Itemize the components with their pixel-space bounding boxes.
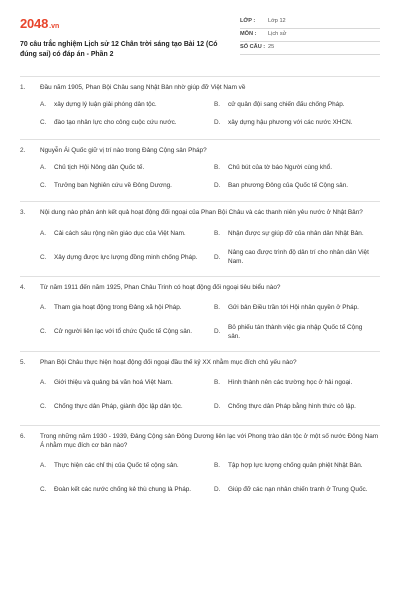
answer-option[interactable]	[40, 480, 206, 500]
option-text: Ban phương Đông của Quốc tế Cộng sản.	[228, 181, 349, 189]
question-block	[20, 351, 380, 426]
question-list	[20, 76, 380, 508]
answer-option[interactable]	[40, 224, 206, 244]
answer-option[interactable]	[40, 373, 206, 393]
option-text: Trưởng ban Nghiên cứu về Đông Dương.	[54, 181, 172, 189]
option-letter: C.	[40, 253, 47, 261]
answer-options	[20, 456, 380, 504]
option-letter: C.	[40, 328, 47, 336]
question-text: Trong những năm 1930 - 1939, Đảng Cộng sản Đông Dương liên lạc với Phong trào dân tộc ở một số nước Đông Nam Á nhằm mục đích cơ bản nào?	[40, 433, 379, 449]
option-letter: D.	[214, 119, 221, 127]
question-block	[20, 201, 380, 276]
page-title: 70 câu trắc nghiệm Lịch sử 12 Chân trời sáng tạo Bài 12 (Có đúng sai) có đáp án - Phần 2	[20, 40, 218, 58]
meta-label: MÔN :	[240, 31, 257, 38]
question-header	[20, 359, 380, 368]
meta-row-subject	[240, 29, 380, 42]
answer-option[interactable]	[214, 397, 380, 417]
answer-option[interactable]	[40, 299, 206, 319]
meta-value: Lịch sử	[268, 31, 287, 38]
meta-value: Lớp 12	[268, 18, 286, 25]
option-letter: B.	[214, 229, 221, 237]
answer-option[interactable]	[214, 248, 380, 268]
answer-option[interactable]	[214, 224, 380, 244]
site-logo[interactable]	[20, 15, 235, 33]
answer-options	[20, 299, 380, 347]
answer-option[interactable]	[214, 480, 380, 500]
answer-option[interactable]	[40, 456, 206, 476]
option-text: Nâng cao được trình độ dân trí cho nhân dân Việt Nam.	[228, 249, 369, 265]
question-text: Đầu năm 1905, Phan Bội Châu sang Nhật Bản nhờ giúp đỡ Việt Nam về	[40, 84, 246, 91]
option-letter: D.	[214, 486, 221, 494]
option-letter: D.	[214, 181, 221, 189]
option-letter: D.	[214, 328, 221, 336]
answer-options	[20, 224, 380, 272]
header-left	[20, 15, 235, 70]
logo-number: 2048	[20, 16, 49, 31]
question-number: 5.	[20, 358, 26, 366]
option-letter: B.	[214, 163, 221, 171]
option-text: Tập hợp lực lượng chống quân phiệt Nhật Bản.	[228, 462, 363, 470]
meta-value: 25	[268, 44, 275, 51]
answer-option[interactable]	[214, 323, 380, 343]
option-text: Chống thực dân Pháp bằng hình thức cô lập.	[228, 402, 356, 410]
answer-option[interactable]	[214, 299, 380, 319]
option-letter: C.	[40, 486, 47, 494]
option-text: Bỏ phiếu tán thành việc gia nhập Quốc tế Cộng sản.	[228, 323, 363, 340]
question-text: Phan Bội Châu thực hiện hoạt động đối ngoại đầu thế kỷ XX nhằm mục đích chủ yếu nào?	[40, 358, 297, 366]
question-block	[20, 139, 380, 202]
answer-option[interactable]	[40, 179, 206, 193]
question-number: 6.	[20, 433, 26, 441]
option-text: Cử người liên lạc với tổ chức Quốc tế Cộng sản.	[54, 328, 193, 336]
option-letter: A.	[40, 163, 47, 171]
meta-table	[240, 16, 380, 70]
answer-option[interactable]	[214, 179, 380, 193]
option-letter: A.	[40, 378, 47, 386]
option-text: Thực hiện các chỉ thị của Quốc tế cộng sản.	[54, 462, 179, 470]
option-text: xây dựng lý luận giải phóng dân tộc.	[54, 101, 157, 109]
option-letter: A.	[40, 101, 47, 109]
option-letter: D.	[214, 253, 221, 261]
option-text: Gửi bản Điều trần tới Hội nhân quyền ở Pháp.	[228, 304, 359, 312]
option-text: Chủ tịch Hội Nông dân Quốc tế.	[54, 163, 145, 171]
question-header	[20, 147, 380, 156]
option-text: Cải cách sâu rộng nền giáo dục của Việt Nam.	[54, 229, 186, 237]
answer-option[interactable]	[40, 248, 206, 268]
answer-option[interactable]	[40, 161, 206, 175]
question-number: 3.	[20, 209, 26, 217]
question-text: Nguyễn Ái Quốc giữ vị trí nào trong Đảng Cộng sản Pháp?	[40, 146, 207, 154]
option-text: Xây dựng được lực lượng đồng minh chống Pháp.	[54, 253, 198, 261]
answer-option[interactable]	[214, 99, 380, 113]
answer-options	[20, 99, 380, 135]
option-text: cử quân đội sang chiến đấu chống Pháp.	[228, 101, 345, 109]
option-letter: B.	[214, 304, 221, 312]
logo-tld: .vn	[49, 23, 60, 30]
answer-option[interactable]	[214, 117, 380, 131]
question-header	[20, 84, 380, 93]
question-header	[20, 433, 380, 450]
question-number: 4.	[20, 283, 26, 291]
option-text: Nhận được sự giúp đỡ của nhân dân Nhật Bản.	[228, 229, 364, 237]
option-text: Chủ bút của tờ báo Người cùng khổ.	[228, 163, 332, 171]
meta-label: LỚP :	[240, 18, 256, 25]
answer-option[interactable]	[40, 117, 206, 131]
question-block	[20, 76, 380, 139]
option-letter: B.	[214, 378, 221, 386]
option-text: đào tạo nhân lực cho công cuộc cứu nước.	[54, 119, 177, 127]
meta-row-count	[240, 42, 380, 55]
option-letter: C.	[40, 181, 47, 189]
question-text: Từ năm 1911 đến năm 1925, Phan Châu Trinh có hoạt động đối ngoại tiêu biểu nào?	[40, 283, 281, 291]
option-text: Đoàn kết các nước chống kẻ thù chung là Pháp.	[54, 486, 192, 494]
question-number: 1.	[20, 84, 26, 91]
page-header	[20, 0, 380, 70]
option-text: Chống thực dân Pháp, giành độc lập dân tộc.	[54, 402, 183, 410]
option-letter: D.	[214, 402, 221, 410]
option-text: Tham gia hoạt động trong Đảng xã hội Pháp.	[54, 304, 182, 312]
answer-option[interactable]	[214, 373, 380, 393]
option-letter: B.	[214, 462, 221, 470]
question-header	[20, 209, 380, 218]
question-block	[20, 276, 380, 351]
answer-option[interactable]	[40, 397, 206, 417]
option-letter: A.	[40, 304, 47, 312]
option-letter: C.	[40, 119, 47, 127]
option-text: xây dựng hậu phương với các nước XHCN.	[228, 119, 353, 127]
option-letter: A.	[40, 229, 47, 237]
option-text: Hình thành nên các trường học ở hải ngoại.	[228, 378, 353, 386]
answer-option[interactable]	[40, 99, 206, 113]
question-text: Nội dung nào phản ánh kết quả hoạt động đối ngoại của Phan Bội Châu và các thanh niên yêu nước ở Nhật Bản?	[40, 209, 363, 217]
question-number: 2.	[20, 146, 26, 154]
question-header	[20, 284, 380, 293]
answer-options	[20, 373, 380, 421]
question-block	[20, 425, 380, 508]
option-text: Giới thiệu và quảng bá văn hoá Việt Nam.	[54, 378, 173, 386]
option-letter: C.	[40, 402, 47, 410]
option-text: Giúp đỡ các nạn nhân chiến tranh ở Trung Quốc.	[228, 486, 368, 494]
meta-label: SỐ CÂU :	[240, 44, 266, 51]
answer-option[interactable]	[40, 323, 206, 343]
option-letter: A.	[40, 462, 47, 470]
answer-option[interactable]	[214, 161, 380, 175]
answer-option[interactable]	[214, 456, 380, 476]
option-letter: B.	[214, 101, 221, 109]
answer-options	[20, 161, 380, 197]
meta-row-class	[240, 16, 380, 29]
